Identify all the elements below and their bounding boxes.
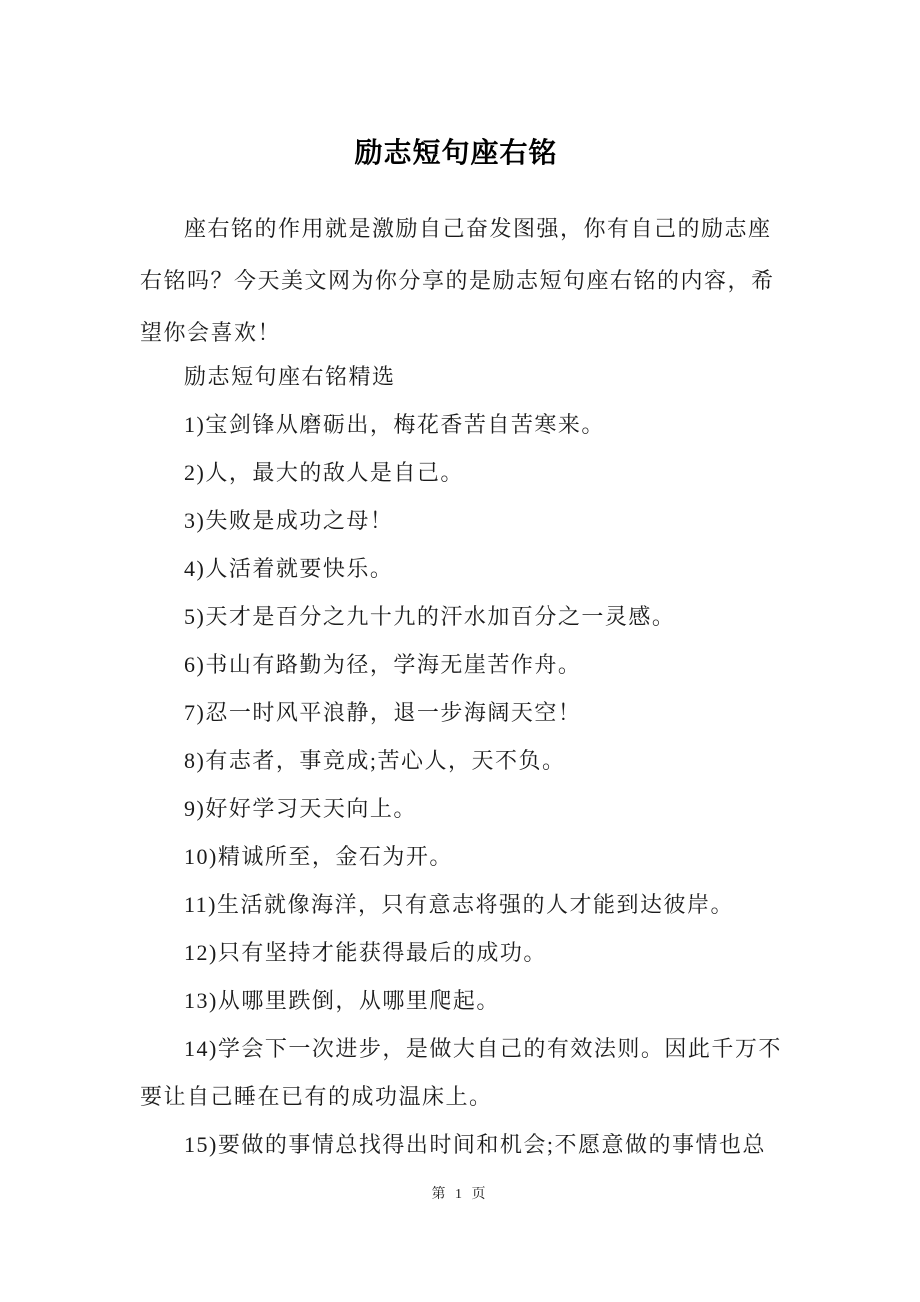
quote-line: 13)从哪里跌倒，从哪里爬起。 xyxy=(184,988,500,1013)
quote-line: 3)失败是成功之母！ xyxy=(184,508,394,533)
quote-line: 15)要做的事情总找得出时间和机会;不愿意做的事情也总 xyxy=(184,1132,766,1157)
section-heading: 励志短句座右铭精选 xyxy=(184,364,396,389)
quote-line: 4)人活着就要快乐。 xyxy=(184,556,394,581)
quote-line: 2)人，最大的敌人是自己。 xyxy=(184,460,464,485)
page-number-footer: 第 1 页 xyxy=(431,1187,489,1202)
page-title: 励志短句座右铭 xyxy=(354,137,558,168)
quote-line: 7)忍一时风平浪静，退一步海阔天空！ xyxy=(184,700,582,725)
quote-line: 8)有志者，事竞成;苦心人，天不负。 xyxy=(184,748,566,773)
quote-line: 6)书山有路勤为径，学海无崖苦作舟。 xyxy=(184,652,582,677)
intro-line: 座右铭的作用就是激励自己奋发图强，你有自己的励志座 xyxy=(184,216,772,241)
quote-line: 1)宝剑锋从磨砺出，梅花香苦自苦寒来。 xyxy=(184,412,605,437)
intro-line: 右铭吗？今天美文网为你分享的是励志短句座右铭的内容，希 xyxy=(140,268,775,293)
document-body xyxy=(140,0,782,1169)
quote-line: 11)生活就像海洋，只有意志将强的人才能到达彼岸。 xyxy=(184,892,735,917)
quote-line: 10)精诚所至，金石为开。 xyxy=(184,844,453,869)
intro-line: 望你会喜欢！ xyxy=(140,320,282,345)
quote-line: 9)好好学习天天向上。 xyxy=(184,796,417,821)
quote-line: 要让自己睡在已有的成功温床上。 xyxy=(140,1084,493,1109)
quote-line: 14)学会下一次进步，是做大自己的有效法则。因此千万不 xyxy=(184,1036,782,1061)
intro-paragraph xyxy=(140,203,775,359)
quote-line: 12)只有坚持才能获得最后的成功。 xyxy=(184,940,547,965)
quote-line: 5)天才是百分之九十九的汗水加百分之一灵感。 xyxy=(184,604,676,629)
quote-list xyxy=(140,401,782,1169)
